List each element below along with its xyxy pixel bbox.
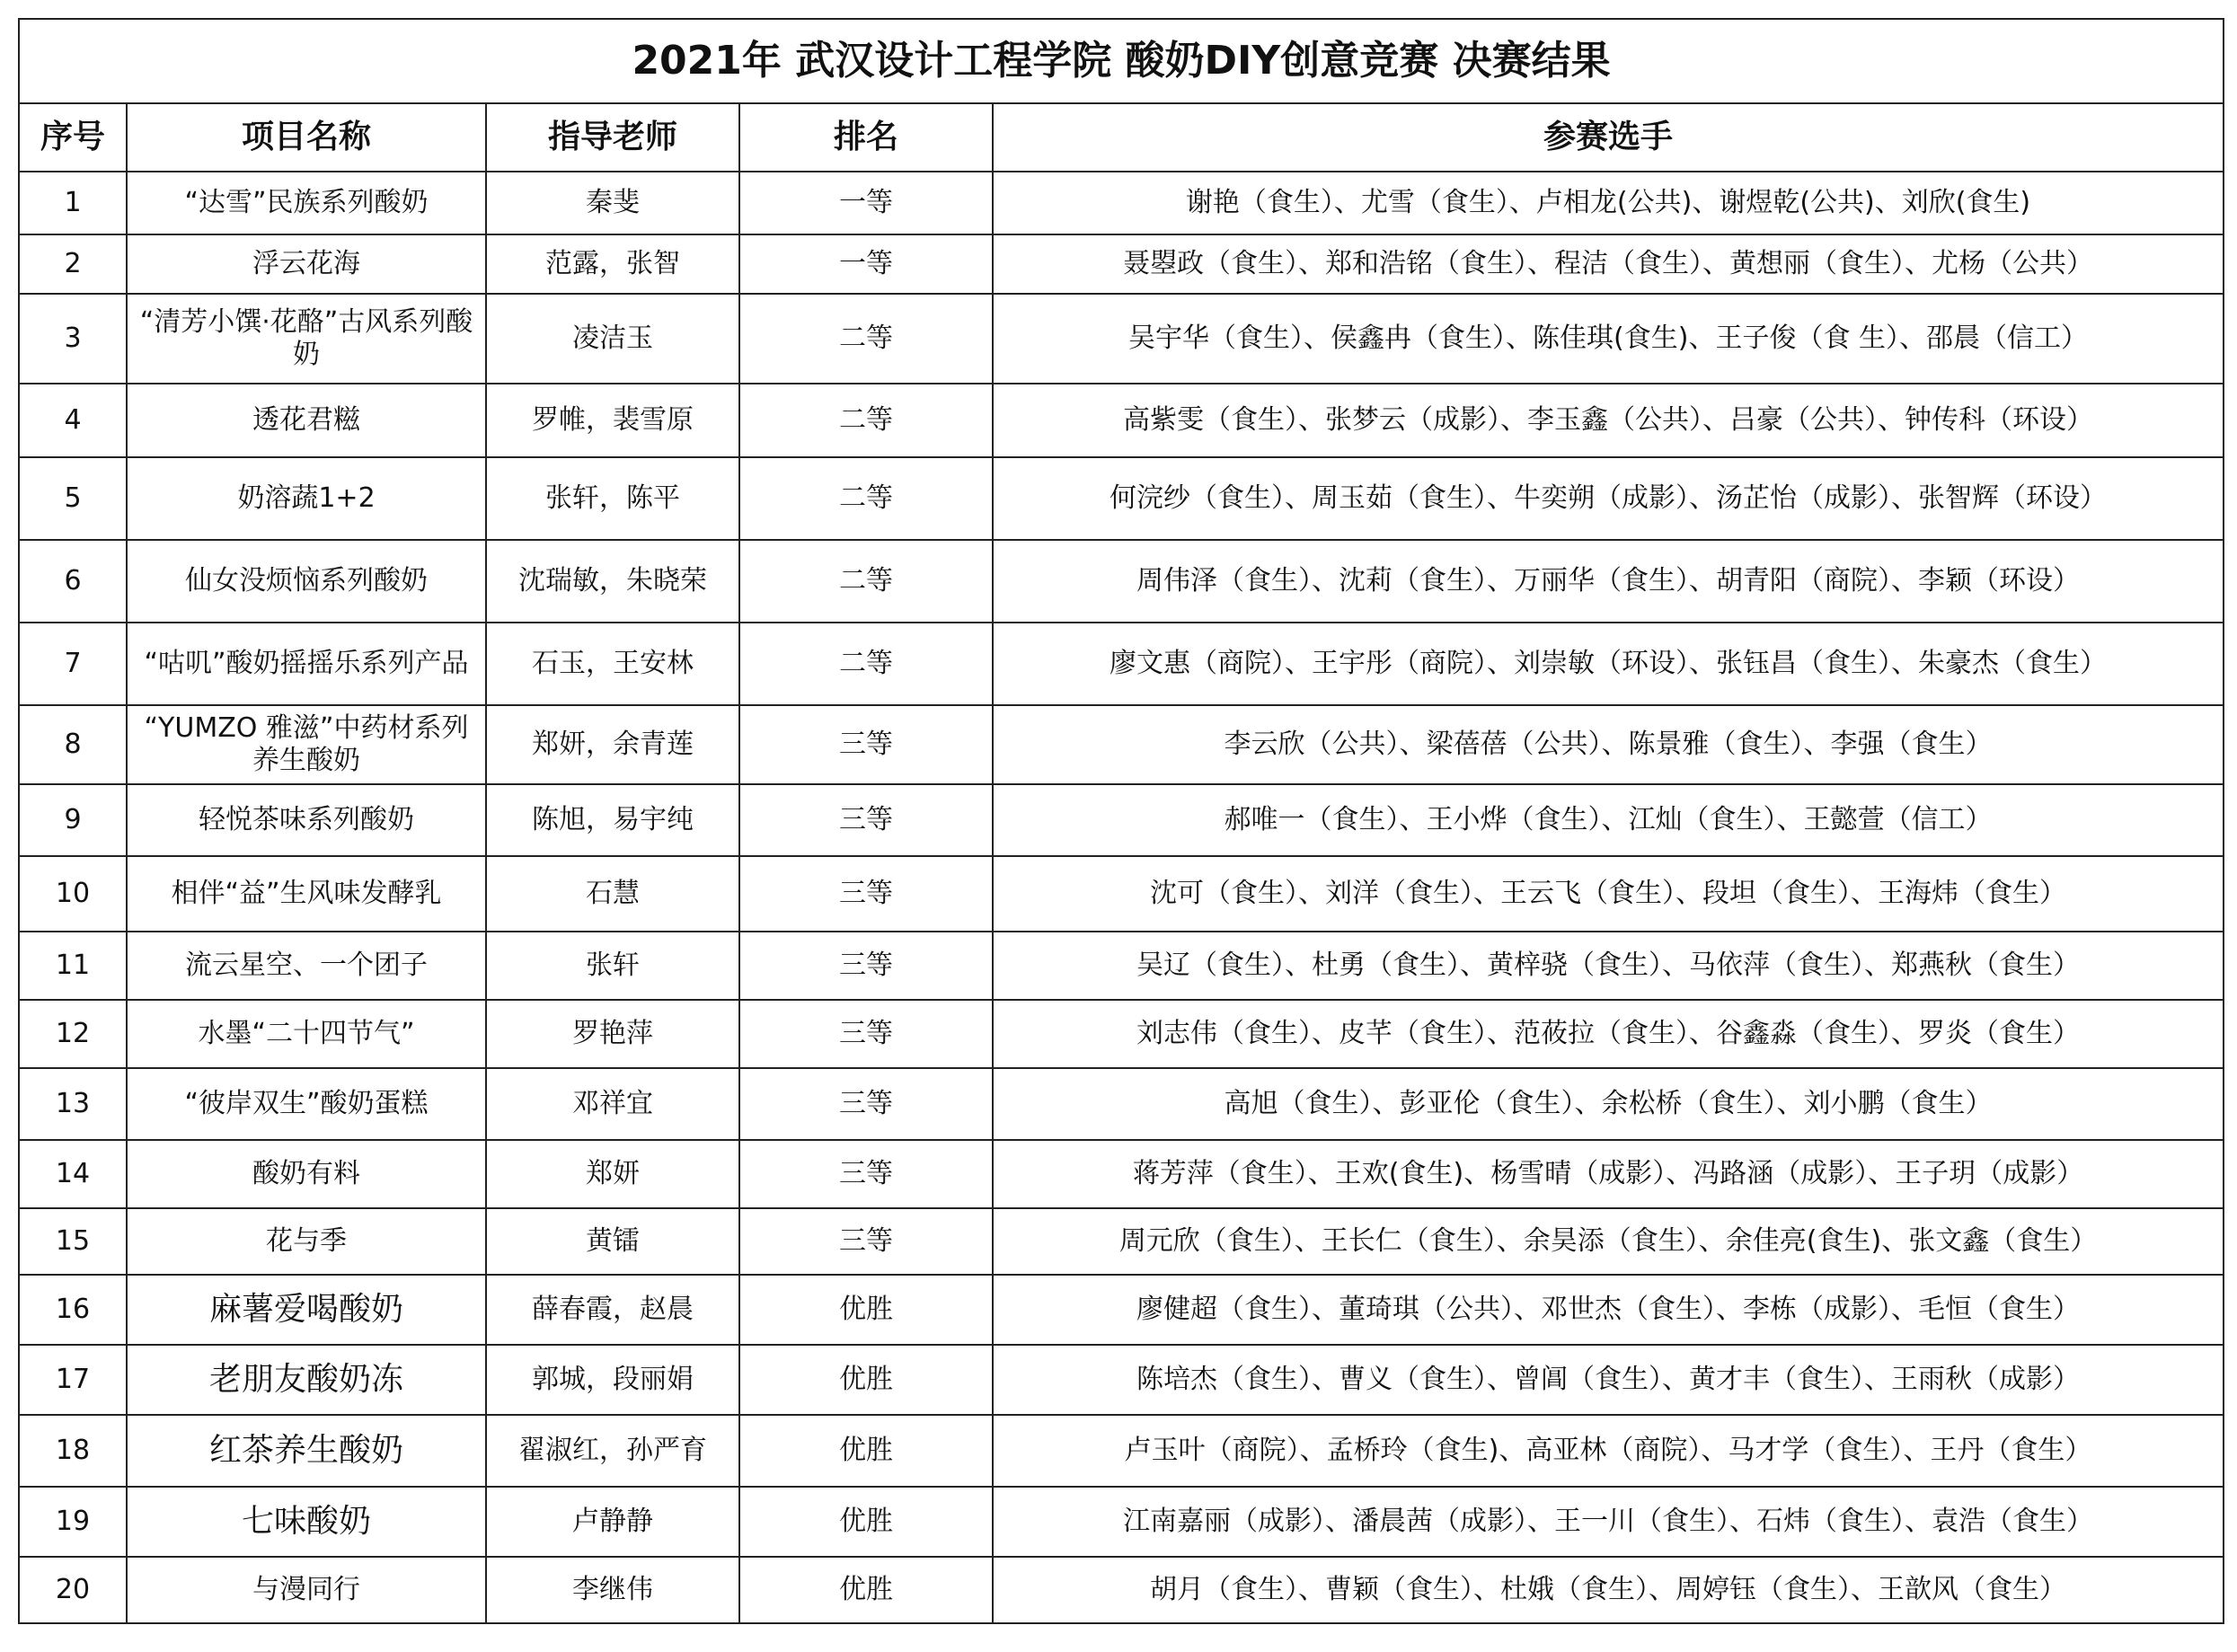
cell-no: 8 — [19, 705, 127, 784]
cell-teacher: 邓祥宜 — [486, 1068, 739, 1140]
cell-project: “咕叽”酸奶摇摇乐系列产品 — [127, 623, 486, 705]
table-row — [19, 294, 2224, 384]
cell-no: 7 — [19, 623, 127, 705]
table-row — [19, 1208, 2224, 1275]
cell-project: 水墨“二十四节气” — [127, 1000, 486, 1068]
cell-no: 2 — [19, 234, 127, 294]
cell-project: 麻薯爱喝酸奶 — [127, 1275, 486, 1345]
cell-teacher: 郑妍 — [486, 1140, 739, 1208]
table-row — [19, 457, 2224, 540]
cell-members: 廖文惠（商院）、王宇彤（商院）、刘崇敏（环设）、张钰昌（食生）、朱豪杰（食生） — [993, 623, 2224, 705]
cell-members: 何浣纱（食生）、周玉茹（食生）、牛奕朔（成影）、汤芷怡（成影）、张智辉（环设） — [993, 457, 2224, 540]
cell-teacher: 张轩 — [486, 932, 739, 1000]
column-header-no: 序号 — [19, 103, 127, 172]
table-row — [19, 623, 2224, 705]
cell-no: 17 — [19, 1345, 127, 1415]
cell-teacher: 卢静静 — [486, 1487, 739, 1557]
cell-teacher: 罗帷，裴雪原 — [486, 384, 739, 457]
table-row — [19, 1140, 2224, 1208]
table-row — [19, 384, 2224, 457]
page-title: 2021年 武汉设计工程学院 酸奶DIY创意竞赛 决赛结果 — [19, 19, 2224, 103]
cell-teacher: 石慧 — [486, 856, 739, 932]
table-row — [19, 1415, 2224, 1487]
cell-project: 红茶养生酸奶 — [127, 1415, 486, 1487]
cell-rank: 三等 — [739, 1000, 993, 1068]
cell-no: 6 — [19, 540, 127, 623]
cell-members: 周元欣（食生）、王长仁（食生）、余昊添（食生）、余佳亮(食生)、张文鑫（食生） — [993, 1208, 2224, 1275]
table-row — [19, 234, 2224, 294]
column-header-project: 项目名称 — [127, 103, 486, 172]
cell-project: 花与季 — [127, 1208, 486, 1275]
cell-rank: 二等 — [739, 457, 993, 540]
cell-rank: 三等 — [739, 1068, 993, 1140]
table-row — [19, 1345, 2224, 1415]
cell-project: “彼岸双生”酸奶蛋糕 — [127, 1068, 486, 1140]
cell-rank: 一等 — [739, 234, 993, 294]
cell-teacher: 李继伟 — [486, 1557, 739, 1623]
table-row — [19, 1557, 2224, 1623]
cell-rank: 三等 — [739, 705, 993, 784]
cell-project: 奶溶蔬1+2 — [127, 457, 486, 540]
cell-members: 吴宇华（食生）、侯鑫冉（食生）、陈佳琪(食生)、王子俊（食 生）、邵晨（信工） — [993, 294, 2224, 384]
cell-project: “达雪”民族系列酸奶 — [127, 172, 486, 234]
cell-no: 16 — [19, 1275, 127, 1345]
cell-rank: 二等 — [739, 384, 993, 457]
cell-members: 郝唯一（食生）、王小烨（食生）、江灿（食生）、王懿萱（信工） — [993, 784, 2224, 856]
cell-members: 陈培杰（食生）、曹义（食生）、曾阊（食生）、黄才丰（食生）、王雨秋（成影） — [993, 1345, 2224, 1415]
cell-no: 14 — [19, 1140, 127, 1208]
results-table — [18, 18, 2224, 1624]
cell-teacher: 薛春霞，赵晨 — [486, 1275, 739, 1345]
cell-no: 5 — [19, 457, 127, 540]
cell-project: 酸奶有料 — [127, 1140, 486, 1208]
cell-members: 沈可（食生）、刘洋（食生）、王云飞（食生）、段坦（食生）、王海炜（食生） — [993, 856, 2224, 932]
cell-teacher: 范露，张智 — [486, 234, 739, 294]
cell-project: 流云星空、一个团子 — [127, 932, 486, 1000]
cell-no: 11 — [19, 932, 127, 1000]
cell-no: 19 — [19, 1487, 127, 1557]
cell-rank: 二等 — [739, 294, 993, 384]
cell-rank: 优胜 — [739, 1345, 993, 1415]
cell-project: 浮云花海 — [127, 234, 486, 294]
cell-no: 9 — [19, 784, 127, 856]
cell-members: 李云欣（公共）、梁蓓蓓（公共）、陈景雅（食生）、李强（食生） — [993, 705, 2224, 784]
cell-project: 七味酸奶 — [127, 1487, 486, 1557]
cell-rank: 一等 — [739, 172, 993, 234]
cell-teacher: 张轩，陈平 — [486, 457, 739, 540]
cell-members: 卢玉叶（商院）、孟桥玲（食生)、高亚林（商院）、马才学（食生）、王丹（食生） — [993, 1415, 2224, 1487]
cell-no: 1 — [19, 172, 127, 234]
table-row — [19, 1487, 2224, 1557]
cell-teacher: 石玉，王安林 — [486, 623, 739, 705]
cell-members: 聂曌政（食生）、郑和浩铭（食生）、程洁（食生）、黄想丽（食生）、尤杨（公共） — [993, 234, 2224, 294]
cell-members: 周伟泽（食生）、沈莉（食生）、万丽华（食生）、胡青阳（商院）、李颖（环设） — [993, 540, 2224, 623]
cell-rank: 优胜 — [739, 1487, 993, 1557]
cell-project: “清芳小馔·花酪”古风系列酸奶 — [127, 294, 486, 384]
table-row — [19, 540, 2224, 623]
cell-rank: 三等 — [739, 1208, 993, 1275]
header-row — [19, 103, 2224, 172]
table-body — [19, 172, 2224, 1623]
cell-project: 与漫同行 — [127, 1557, 486, 1623]
table-row — [19, 1275, 2224, 1345]
cell-rank: 优胜 — [739, 1415, 993, 1487]
cell-no: 12 — [19, 1000, 127, 1068]
table-row — [19, 172, 2224, 234]
cell-members: 谢艳（食生）、尤雪（食生）、卢相龙(公共)、谢煜乾(公共)、刘欣(食生) — [993, 172, 2224, 234]
table-row — [19, 1068, 2224, 1140]
cell-rank: 二等 — [739, 623, 993, 705]
cell-teacher: 翟淑红，孙严育 — [486, 1415, 739, 1487]
cell-teacher: 郑妍，余青莲 — [486, 705, 739, 784]
cell-rank: 优胜 — [739, 1275, 993, 1345]
cell-no: 10 — [19, 856, 127, 932]
cell-members: 胡月（食生）、曹颖（食生）、杜娥（食生）、周婷钰（食生）、王歆风（食生） — [993, 1557, 2224, 1623]
table-row — [19, 932, 2224, 1000]
cell-rank: 三等 — [739, 1140, 993, 1208]
cell-rank: 三等 — [739, 856, 993, 932]
column-header-members: 参赛选手 — [993, 103, 2224, 172]
cell-project: 老朋友酸奶冻 — [127, 1345, 486, 1415]
cell-rank: 二等 — [739, 540, 993, 623]
table-row — [19, 784, 2224, 856]
cell-members: 吴辽（食生）、杜勇（食生）、黄梓骁（食生）、马依萍（食生）、郑燕秋（食生） — [993, 932, 2224, 1000]
cell-teacher: 罗艳萍 — [486, 1000, 739, 1068]
cell-project: “YUMZO 雅滋”中药材系列养生酸奶 — [127, 705, 486, 784]
cell-teacher: 郭城，段丽娟 — [486, 1345, 739, 1415]
cell-project: 轻悦茶味系列酸奶 — [127, 784, 486, 856]
cell-no: 13 — [19, 1068, 127, 1140]
cell-project: 透花君糍 — [127, 384, 486, 457]
cell-members: 江南嘉丽（成影）、潘晨茜（成影）、王一川（食生）、石炜（食生）、袁浩（食生） — [993, 1487, 2224, 1557]
cell-no: 3 — [19, 294, 127, 384]
cell-members: 刘志伟（食生）、皮芊（食生）、范莜拉（食生）、谷鑫淼（食生）、罗炎（食生） — [993, 1000, 2224, 1068]
cell-teacher: 黄镭 — [486, 1208, 739, 1275]
cell-project: 仙女没烦恼系列酸奶 — [127, 540, 486, 623]
cell-rank: 三等 — [739, 784, 993, 856]
cell-members: 高紫雯（食生）、张梦云（成影）、李玉鑫（公共）、吕豪（公共）、钟传科（环设） — [993, 384, 2224, 457]
cell-members: 廖健超（食生）、董琦琪（公共）、邓世杰（食生）、李栋（成影）、毛恒（食生） — [993, 1275, 2224, 1345]
cell-members: 高旭（食生）、彭亚伦（食生）、余松桥（食生）、刘小鹏（食生） — [993, 1068, 2224, 1140]
cell-no: 20 — [19, 1557, 127, 1623]
cell-rank: 三等 — [739, 932, 993, 1000]
table-row — [19, 705, 2224, 784]
table-row — [19, 856, 2224, 932]
cell-teacher: 秦斐 — [486, 172, 739, 234]
cell-no: 4 — [19, 384, 127, 457]
cell-teacher: 陈旭，易宇纯 — [486, 784, 739, 856]
cell-rank: 优胜 — [739, 1557, 993, 1623]
cell-project: 相伴“益”生风味发酵乳 — [127, 856, 486, 932]
cell-no: 18 — [19, 1415, 127, 1487]
column-header-rank: 排名 — [739, 103, 993, 172]
cell-no: 15 — [19, 1208, 127, 1275]
table-row — [19, 1000, 2224, 1068]
column-header-teacher: 指导老师 — [486, 103, 739, 172]
cell-teacher: 沈瑞敏，朱晓荣 — [486, 540, 739, 623]
cell-members: 蒋芳萍（食生）、王欢(食生)、杨雪晴（成影）、冯路涵（成影）、王子玥（成影） — [993, 1140, 2224, 1208]
cell-teacher: 凌洁玉 — [486, 294, 739, 384]
